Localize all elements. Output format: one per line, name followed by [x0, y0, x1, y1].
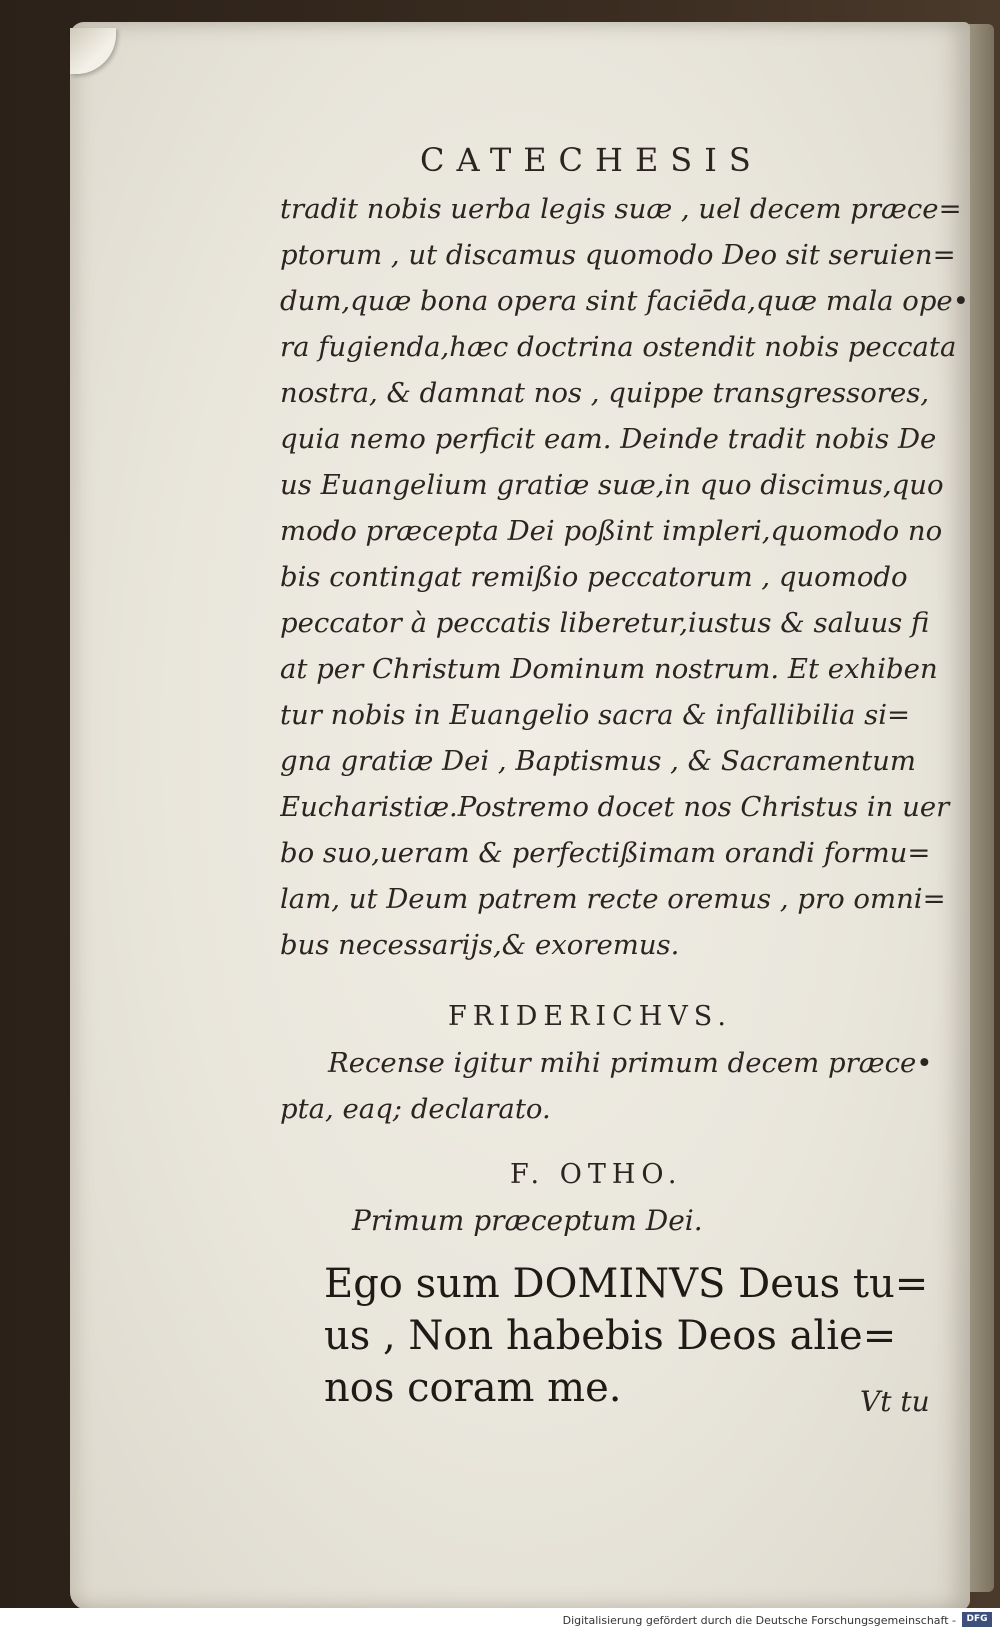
- precept-title: Primum præceptum Dei.: [352, 1204, 703, 1237]
- precept-text-line: nos coram me.: [324, 1365, 622, 1411]
- text-line: gna gratiæ Dei , Baptismus , & Sacramentum: [280, 745, 916, 777]
- text-line: pta, eaq; declarato.: [280, 1093, 551, 1125]
- text-line: bo suo,ueram & perfectißimam orandi formu=: [280, 837, 931, 869]
- catchword: Vt tu: [860, 1385, 930, 1418]
- text-line: tradit nobis uerba legis suæ , uel decem præce=: [280, 193, 962, 225]
- text-line: ptorum , ut discamus quomodo Deo sit seruien=: [280, 239, 956, 271]
- page-text: [280, 140, 970, 1414]
- text-line: nostra, & damnat nos , quippe transgressores,: [280, 377, 930, 409]
- text-line: bus necessarijs,& exoremus.: [280, 929, 680, 961]
- running-header: CATECHESIS: [420, 141, 763, 179]
- text-line: ra fugienda,hæc doctrina ostendit nobis peccata: [280, 331, 957, 363]
- text-line: bis contingat remißio peccatorum , quomodo: [280, 561, 908, 593]
- text-line: modo præcepta Dei poßint impleri,quomodo no: [280, 515, 943, 547]
- text-line: at per Christum Dominum nostrum. Et exhiben: [280, 653, 938, 685]
- funding-credit: Digitalisierung gefördert durch die Deutsche Forschungsgemeinschaft -: [562, 1614, 956, 1627]
- speaker-heading-otho: F. OTHO.: [510, 1159, 683, 1190]
- digitization-footer: [0, 1608, 1000, 1630]
- text-line: Recense igitur mihi primum decem præce•: [328, 1047, 933, 1079]
- speaker-heading-friderichus: FRIDERICHVS.: [448, 1001, 732, 1032]
- text-line: dum,quæ bona opera sint faciēda,quæ mala ope•: [280, 285, 969, 317]
- text-line: peccator à peccatis liberetur,iustus & saluus fi: [280, 607, 930, 639]
- text-line: quia nemo perficit eam. Deinde tradit nobis De: [280, 423, 937, 455]
- text-line: tur nobis in Euangelio sacra & infallibilia si=: [280, 699, 911, 731]
- dfg-logo-icon: DFG: [962, 1612, 992, 1627]
- precept-text-line: Ego sum DOMINVS Deus tu=: [324, 1261, 929, 1307]
- text-line: Eucharistiæ.Postremo docet nos Christus in uer: [280, 791, 950, 823]
- precept-text-line: us , Non habebis Deos alie=: [324, 1313, 897, 1359]
- text-line: lam, ut Deum patrem recte oremus , pro omni=: [280, 883, 946, 915]
- body-paragraph: [280, 186, 970, 968]
- text-line: us Euangelium gratiæ suæ,in quo discimus,quo: [280, 469, 944, 501]
